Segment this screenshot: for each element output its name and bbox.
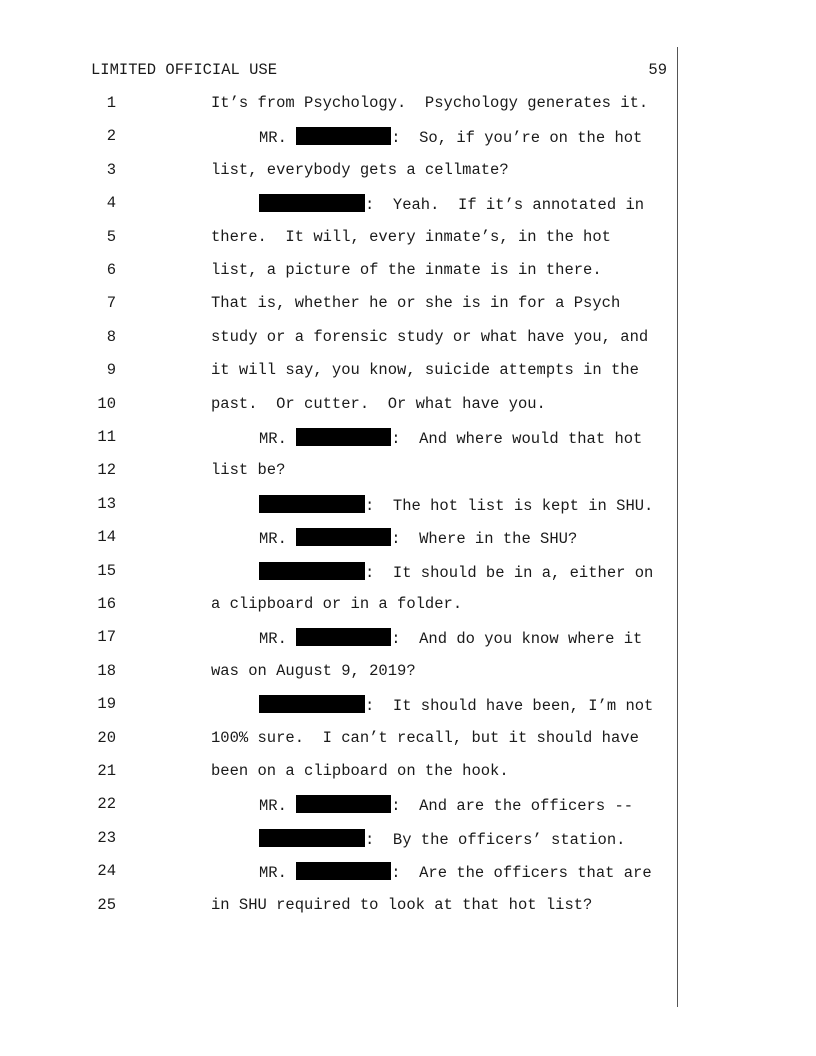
line-text: : By the officers’ station. xyxy=(365,831,626,849)
line-text: a clipboard or in a folder. xyxy=(211,595,463,613)
line-content xyxy=(211,395,546,413)
line-text: That is, whether he or she is in for a Psych xyxy=(211,294,621,312)
speaker-prefix: MR. xyxy=(259,630,297,648)
transcript-line xyxy=(0,862,680,882)
line-text: It’s from Psychology. Psychology generates it. xyxy=(211,94,649,112)
line-text: list, everybody gets a cellmate? xyxy=(211,161,509,179)
transcript-line xyxy=(0,795,680,815)
transcript-line xyxy=(0,461,680,481)
line-text: 100% sure. I can’t recall, but it should have xyxy=(211,729,639,747)
line-content xyxy=(211,896,592,914)
line-text: : And are the officers -- xyxy=(391,797,634,815)
transcript-line xyxy=(0,328,680,348)
line-text: : It should be in a, either on xyxy=(365,564,654,582)
redaction-box xyxy=(259,194,365,212)
line-content xyxy=(259,528,577,548)
line-content xyxy=(211,461,285,479)
speaker-prefix: MR. xyxy=(259,530,297,548)
speaker-prefix: MR. xyxy=(259,129,297,147)
line-content xyxy=(259,795,633,815)
transcript-line xyxy=(0,428,680,448)
line-number: 25 xyxy=(97,896,116,914)
line-number: 6 xyxy=(106,261,116,279)
redaction-box xyxy=(296,528,391,546)
line-number: 12 xyxy=(97,461,116,479)
transcript-line xyxy=(0,896,680,916)
line-number: 16 xyxy=(97,595,116,613)
line-content xyxy=(259,562,653,582)
line-text: was on August 9, 2019? xyxy=(211,662,416,680)
line-number: 14 xyxy=(97,528,116,546)
redaction-box xyxy=(259,695,365,713)
line-content xyxy=(211,662,416,680)
line-content xyxy=(211,595,462,613)
transcript-line xyxy=(0,194,680,214)
transcript-line xyxy=(0,161,680,181)
line-number: 21 xyxy=(97,762,116,780)
classification-header: LIMITED OFFICIAL USE xyxy=(91,61,278,79)
line-number: 11 xyxy=(97,428,116,446)
line-text: it will say, you know, suicide attempts in the xyxy=(211,361,639,379)
line-number: 19 xyxy=(97,695,116,713)
transcript-line xyxy=(0,729,680,749)
line-content xyxy=(211,361,639,379)
speaker-prefix: MR. xyxy=(259,430,297,448)
redaction-box xyxy=(296,428,391,446)
transcript-line xyxy=(0,762,680,782)
redaction-box xyxy=(259,829,365,847)
line-content xyxy=(211,228,611,246)
line-content xyxy=(259,194,644,214)
line-text: list, a picture of the inmate is in there. xyxy=(211,261,602,279)
transcript-line xyxy=(0,628,680,648)
line-number: 2 xyxy=(106,127,116,145)
line-number: 24 xyxy=(97,862,116,880)
line-content xyxy=(259,628,642,648)
line-text: been on a clipboard on the hook. xyxy=(211,762,509,780)
line-number: 4 xyxy=(106,194,116,212)
redaction-box xyxy=(296,795,391,813)
line-number: 7 xyxy=(106,294,116,312)
transcript-line xyxy=(0,595,680,615)
line-content xyxy=(211,161,509,179)
line-number: 23 xyxy=(97,829,116,847)
transcript-line xyxy=(0,562,680,582)
line-text: : And do you know where it xyxy=(391,630,643,648)
transcript-line xyxy=(0,294,680,314)
speaker-prefix: MR. xyxy=(259,797,297,815)
line-number: 3 xyxy=(106,161,116,179)
line-text: : And where would that hot xyxy=(391,430,643,448)
line-text: : Where in the SHU? xyxy=(391,530,578,548)
speaker-prefix: MR. xyxy=(259,864,297,882)
line-number: 22 xyxy=(97,795,116,813)
transcript-line xyxy=(0,695,680,715)
line-text: list be? xyxy=(211,461,286,479)
line-text: past. Or cutter. Or what have you. xyxy=(211,395,546,413)
line-text: study or a forensic study or what have you, and xyxy=(211,328,649,346)
line-text: there. It will, every inmate’s, in the hot xyxy=(211,228,611,246)
transcript-line xyxy=(0,495,680,515)
line-content xyxy=(259,862,652,882)
line-number: 5 xyxy=(106,228,116,246)
line-content xyxy=(259,695,653,715)
transcript-line xyxy=(0,528,680,548)
line-content xyxy=(211,729,639,747)
redaction-box xyxy=(296,862,391,880)
line-content xyxy=(211,94,648,112)
line-text: : Yeah. If it’s annotated in xyxy=(365,196,645,214)
line-number: 10 xyxy=(97,395,116,413)
line-text: in SHU required to look at that hot list? xyxy=(211,896,593,914)
transcript-line xyxy=(0,395,680,415)
transcript-line xyxy=(0,228,680,248)
transcript-line xyxy=(0,829,680,849)
line-number: 1 xyxy=(106,94,116,112)
line-content xyxy=(259,127,642,147)
transcript-line xyxy=(0,94,680,114)
line-text: : It should have been, I’m not xyxy=(365,697,654,715)
transcript-line xyxy=(0,127,680,147)
line-content xyxy=(259,829,625,849)
line-number: 13 xyxy=(97,495,116,513)
page-number: 59 xyxy=(648,61,667,79)
redaction-box xyxy=(296,628,391,646)
line-text: : So, if you’re on the hot xyxy=(391,129,643,147)
redaction-box xyxy=(296,127,391,145)
line-content xyxy=(211,328,648,346)
line-number: 18 xyxy=(97,662,116,680)
line-content xyxy=(211,762,509,780)
line-number: 15 xyxy=(97,562,116,580)
redaction-box xyxy=(259,562,365,580)
line-content xyxy=(211,294,620,312)
transcript-line xyxy=(0,261,680,281)
line-number: 17 xyxy=(97,628,116,646)
line-content xyxy=(259,495,653,515)
line-text: : Are the officers that are xyxy=(391,864,652,882)
line-text: : The hot list is kept in SHU. xyxy=(365,497,654,515)
line-number: 9 xyxy=(106,361,116,379)
line-number: 8 xyxy=(106,328,116,346)
line-content xyxy=(259,428,642,448)
transcript-line xyxy=(0,361,680,381)
transcript-line xyxy=(0,662,680,682)
redaction-box xyxy=(259,495,365,513)
line-number: 20 xyxy=(97,729,116,747)
line-content xyxy=(211,261,602,279)
